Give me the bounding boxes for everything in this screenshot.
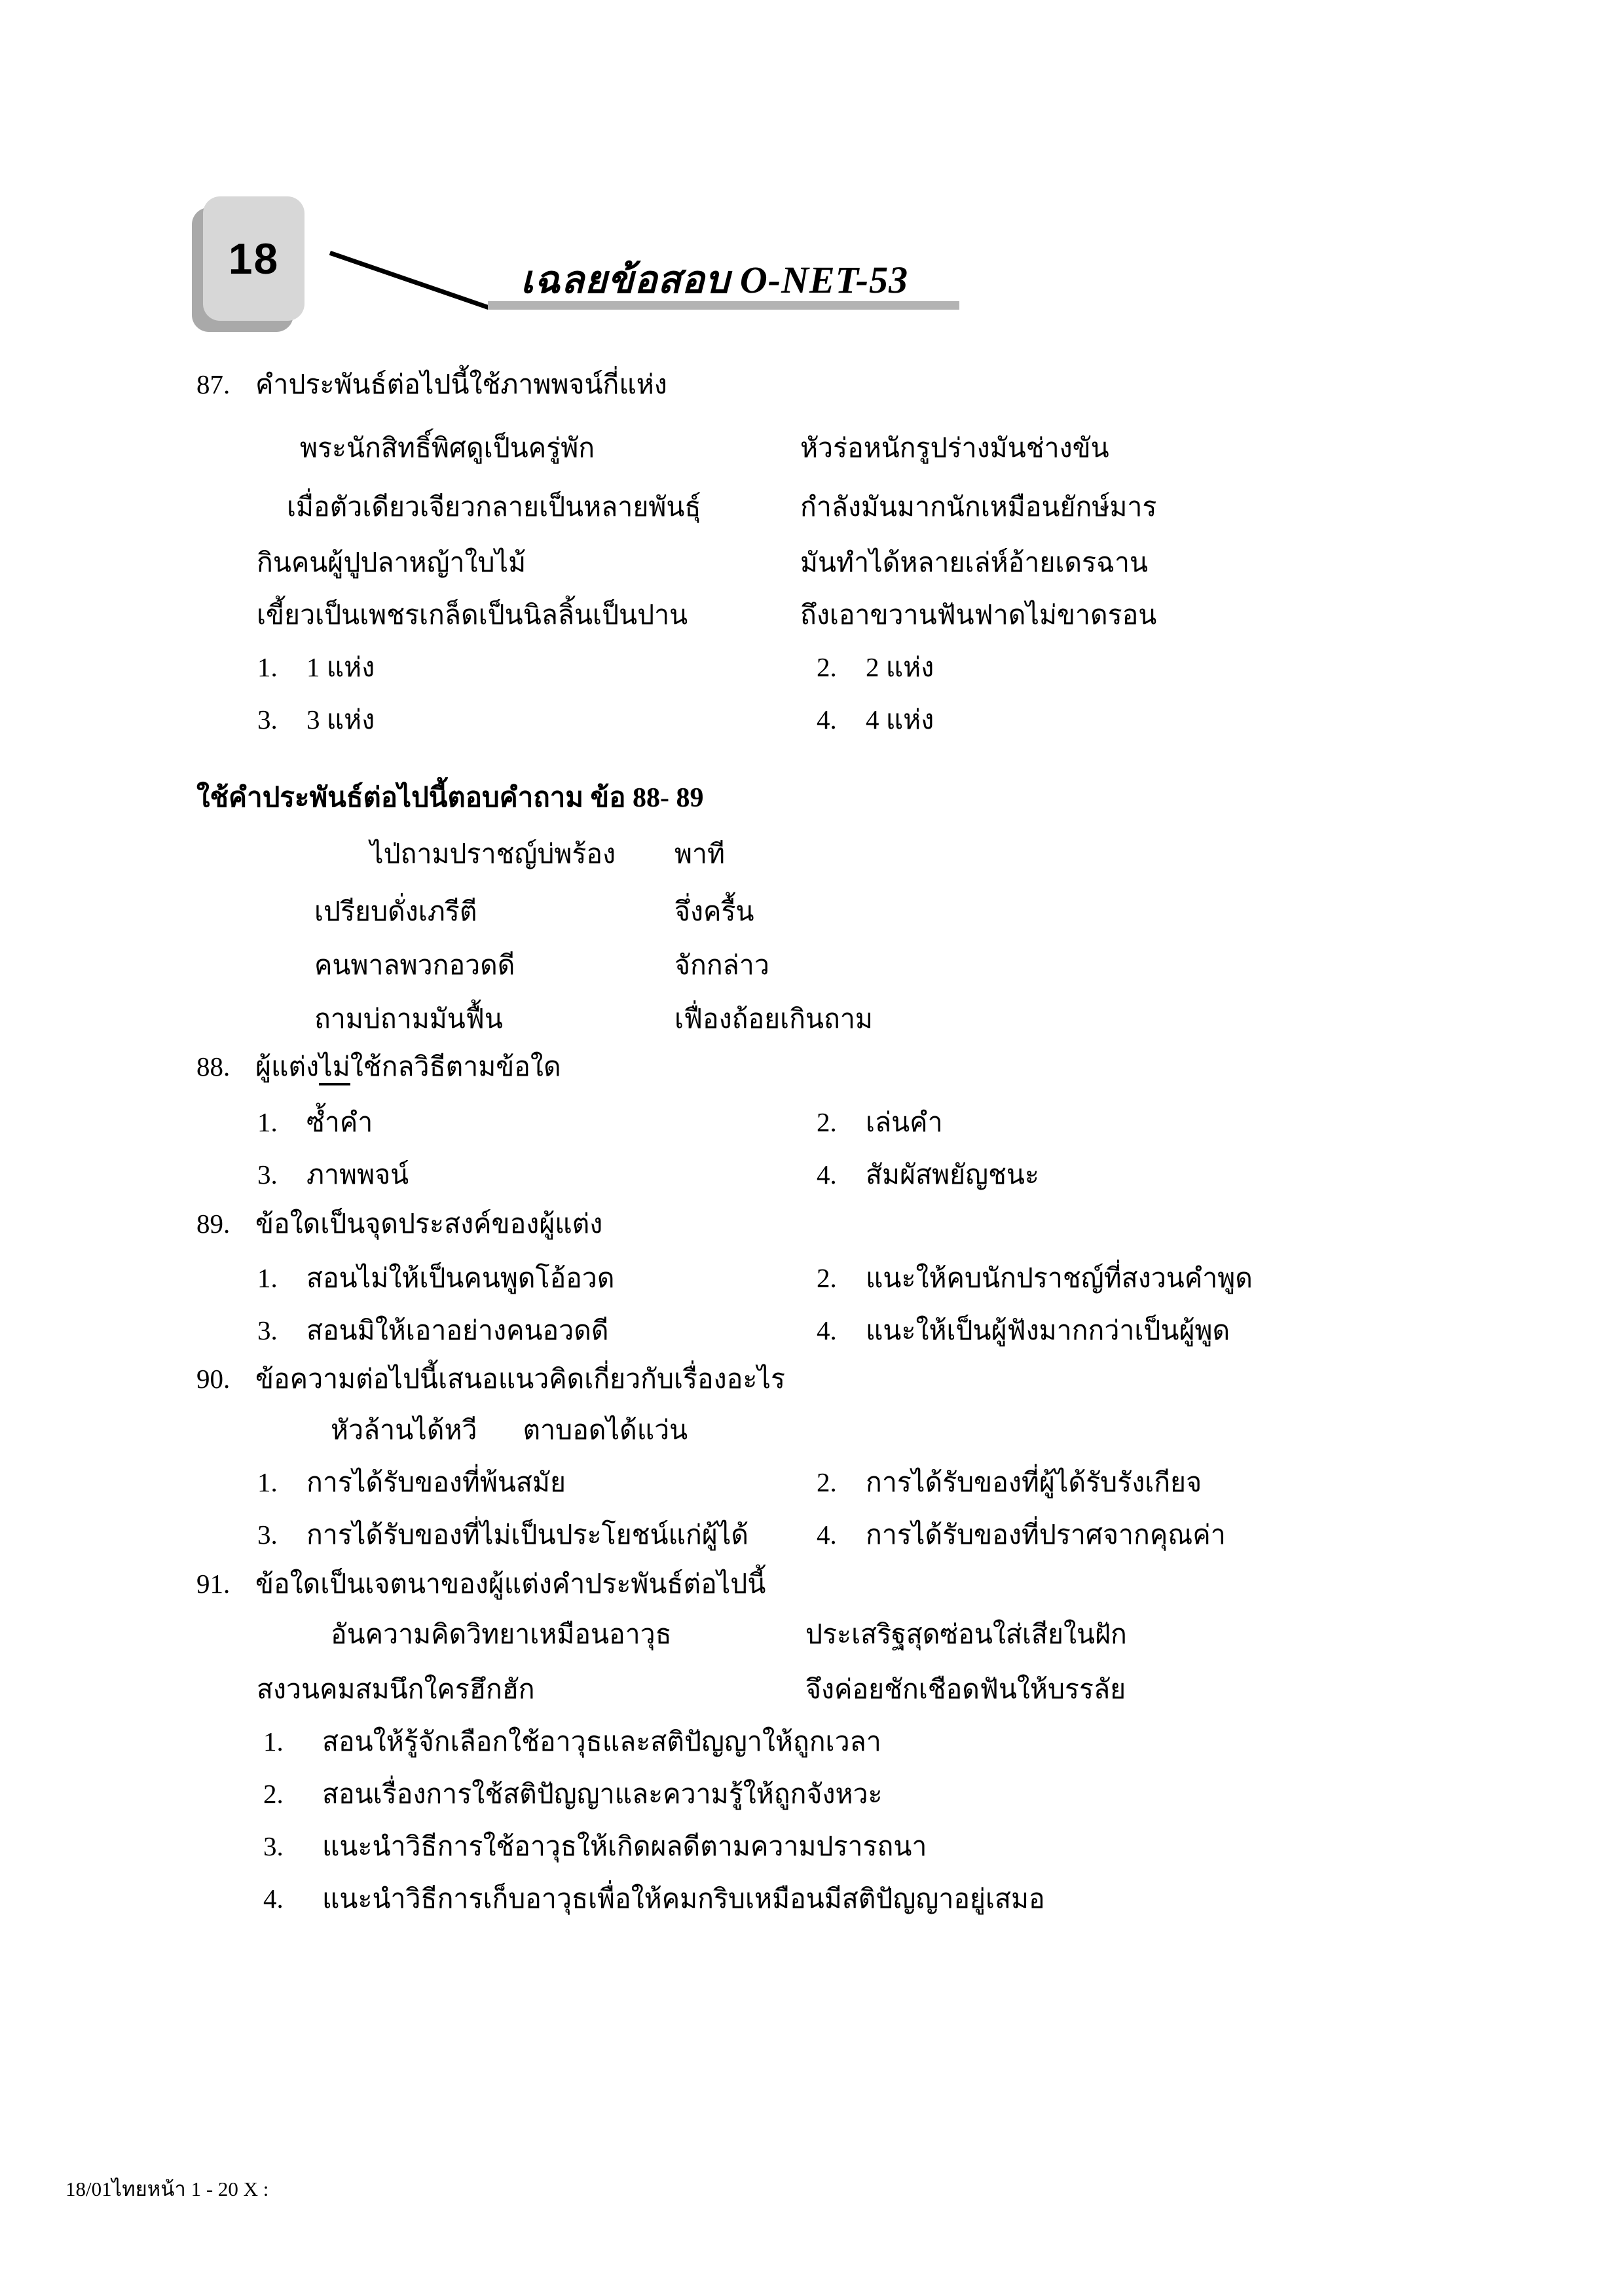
q87-opt3-text: 3 แห่ง bbox=[306, 704, 375, 735]
q88-question-negation: ไม่ bbox=[319, 1051, 350, 1085]
q91-opt1-num: 1. bbox=[263, 1726, 284, 1757]
sec-poem-l2-right: จึ่งครื้น bbox=[674, 896, 754, 926]
section-88-89-heading: ใช้คำประพันธ์ต่อไปนี้ตอบคำถาม ข้อ 88- 89 bbox=[196, 783, 704, 813]
q88-opt4-text: สัมผัสพยัญชนะ bbox=[866, 1159, 1039, 1190]
q91-poem-l1-right: ประเสริฐสุดซ่อนใส่เสียในฝัก bbox=[805, 1619, 1127, 1649]
q91-opt2-text: สอนเรื่องการใช้สติปัญญาและความรู้ให้ถูกจังหวะ bbox=[322, 1779, 883, 1809]
q87-poem-l2-left: เมื่อตัวเดียวเจียวกลายเป็นหลายพันธุ์ bbox=[287, 492, 701, 522]
q87-poem-l1-right: หัวร่อหนักรูปร่างมันช่างขัน bbox=[800, 433, 1109, 463]
footer-note: 18/01ไทยหน้า 1 - 20 X : bbox=[65, 2178, 269, 2200]
q90-opt3-text: การได้รับของที่ไม่เป็นประโยชน์แก่ผู้ได้ bbox=[306, 1520, 749, 1550]
q87-poem-l2-right: กำลังมันมากนักเหมือนยักษ์มาร bbox=[800, 492, 1157, 522]
q91-number: 91. bbox=[196, 1569, 231, 1599]
q89-question: ข้อใดเป็นจุดประสงค์ของผู้แต่ง bbox=[255, 1209, 603, 1239]
q87-opt1-text: 1 แห่ง bbox=[306, 652, 375, 682]
q90-question: ข้อความต่อไปนี้เสนอแนวคิดเกี่ยวกับเรื่องอะไร bbox=[255, 1364, 785, 1394]
q90-opt4-num: 4. bbox=[817, 1520, 837, 1550]
q87-opt2-num: 2. bbox=[817, 652, 837, 682]
q91-opt3-text: แนะนำวิธีการใช้อาวุธให้เกิดผลดีตามความปรารถนา bbox=[322, 1831, 927, 1861]
q91-poem-l1-left: อันความคิดวิทยาเหมือนอาวุธ bbox=[331, 1619, 672, 1649]
q88-opt1-text: ซ้ำคำ bbox=[306, 1107, 373, 1137]
sec-poem-l2-left: เปรียบดั่งเภรีตี bbox=[314, 896, 477, 926]
q89-opt1-text: สอนไม่ให้เป็นคนพูดโอ้อวด bbox=[306, 1263, 615, 1293]
q88-opt2-num: 2. bbox=[817, 1107, 837, 1137]
q89-opt4-num: 4. bbox=[817, 1315, 837, 1345]
q87-number: 87. bbox=[196, 369, 231, 399]
sec-poem-l1-right: พาที bbox=[674, 839, 726, 869]
q88-opt2-text: เล่นคำ bbox=[866, 1107, 943, 1137]
q89-number: 89. bbox=[196, 1209, 231, 1239]
q89-opt3-text: สอนมิให้เอาอย่างคนอวดดี bbox=[306, 1315, 609, 1345]
q90-quote-left: หัวล้านได้หวี bbox=[331, 1415, 477, 1445]
q91-poem-l2-left: สงวนคมสมนึกใครฮึกฮัก bbox=[257, 1674, 535, 1704]
q91-opt4-num: 4. bbox=[263, 1884, 284, 1914]
page-title: เฉลยข้อสอบ O-NET-53 bbox=[521, 259, 909, 301]
q90-number: 90. bbox=[196, 1364, 231, 1394]
sec-poem-l3-right: จักกล่าว bbox=[674, 950, 769, 980]
q91-opt4-text: แนะนำวิธีการเก็บอาวุธเพื่อให้คมกริบเหมือนมีสติปัญญาอยู่เสมอ bbox=[322, 1884, 1045, 1914]
q91-opt1-text: สอนให้รู้จักเลือกใช้อาวุธและสติปัญญาให้ถูกเวลา bbox=[322, 1726, 881, 1757]
q87-poem-l3-right: มันทำได้หลายเล่ห์อ้ายเดรฉาน bbox=[800, 547, 1149, 577]
sec-poem-l4-left: ถามบ่ถามมันฟื้น bbox=[314, 1004, 503, 1034]
q90-quote bbox=[331, 1414, 688, 1446]
q88-question-pre: ผู้แต่ง bbox=[255, 1051, 320, 1082]
sec-poem-l1-left: ไป่ถามปราชญ์บ่พร้อง bbox=[370, 839, 616, 869]
q90-opt2-text: การได้รับของที่ผู้ได้รับรังเกียจ bbox=[866, 1467, 1202, 1497]
q87-poem-l4-right: ถึงเอาขวานฟันฟาดไม่ขาดรอน bbox=[800, 600, 1157, 630]
q87-opt4-num: 4. bbox=[817, 704, 837, 735]
q89-opt3-num: 3. bbox=[257, 1315, 278, 1345]
q87-opt4-text: 4 แห่ง bbox=[866, 704, 934, 735]
q90-quote-right: ตาบอดได้แว่น bbox=[523, 1415, 688, 1445]
q90-opt3-num: 3. bbox=[257, 1520, 278, 1550]
q90-opt4-text: การได้รับของที่ปราศจากคุณค่า bbox=[866, 1520, 1226, 1550]
q88-question bbox=[255, 1051, 561, 1083]
q91-opt2-num: 2. bbox=[263, 1779, 284, 1809]
q87-opt3-num: 3. bbox=[257, 704, 278, 735]
sec-poem-l3-left: คนพาลพวกอวดดี bbox=[314, 950, 515, 980]
q89-opt2-text: แนะให้คบนักปราชญ์ที่สงวนคำพูด bbox=[866, 1263, 1253, 1293]
sec-poem-l4-right: เฟื่องถ้อยเกินถาม bbox=[674, 1004, 873, 1034]
q87-poem-l3-left: กินคนผู้ปูปลาหญ้าใบไม้ bbox=[257, 547, 526, 577]
q90-opt1-num: 1. bbox=[257, 1467, 278, 1497]
q88-opt3-text: ภาพพจน์ bbox=[306, 1159, 409, 1190]
q89-opt2-num: 2. bbox=[817, 1263, 837, 1293]
q87-opt1-num: 1. bbox=[257, 652, 278, 682]
q87-poem-l1-left: พระนักสิทธิ์พิศดูเป็นครู่พัก bbox=[300, 433, 595, 463]
q90-opt2-num: 2. bbox=[817, 1467, 837, 1497]
page-number-box bbox=[203, 196, 304, 321]
q88-opt4-num: 4. bbox=[817, 1159, 837, 1190]
q91-poem-l2-right: จึงค่อยชักเชือดฟันให้บรรลัย bbox=[805, 1674, 1126, 1704]
q88-opt3-num: 3. bbox=[257, 1159, 278, 1190]
q88-opt1-num: 1. bbox=[257, 1107, 278, 1137]
q90-opt1-text: การได้รับของที่พ้นสมัย bbox=[306, 1467, 566, 1497]
header-diagonal-line bbox=[329, 251, 489, 310]
q89-opt1-num: 1. bbox=[257, 1263, 278, 1293]
q88-question-post: ใช้กลวิธีตามข้อใด bbox=[350, 1051, 561, 1082]
q88-number: 88. bbox=[196, 1051, 231, 1082]
page-number: 18 bbox=[228, 234, 280, 283]
q91-opt3-num: 3. bbox=[263, 1831, 284, 1861]
q87-question: คำประพันธ์ต่อไปนี้ใช้ภาพพจน์กี่แห่ง bbox=[255, 369, 667, 399]
q87-poem-l4-left: เขี้ยวเป็นเพชรเกล็ดเป็นนิลลิ้นเป็นปาน bbox=[257, 600, 688, 630]
q87-opt2-text: 2 แห่ง bbox=[866, 652, 934, 682]
q89-opt4-text: แนะให้เป็นผู้ฟังมากกว่าเป็นผู้พูด bbox=[866, 1315, 1230, 1345]
q91-question: ข้อใดเป็นเจตนาของผู้แต่งคำประพันธ์ต่อไปนี้ bbox=[255, 1569, 766, 1599]
